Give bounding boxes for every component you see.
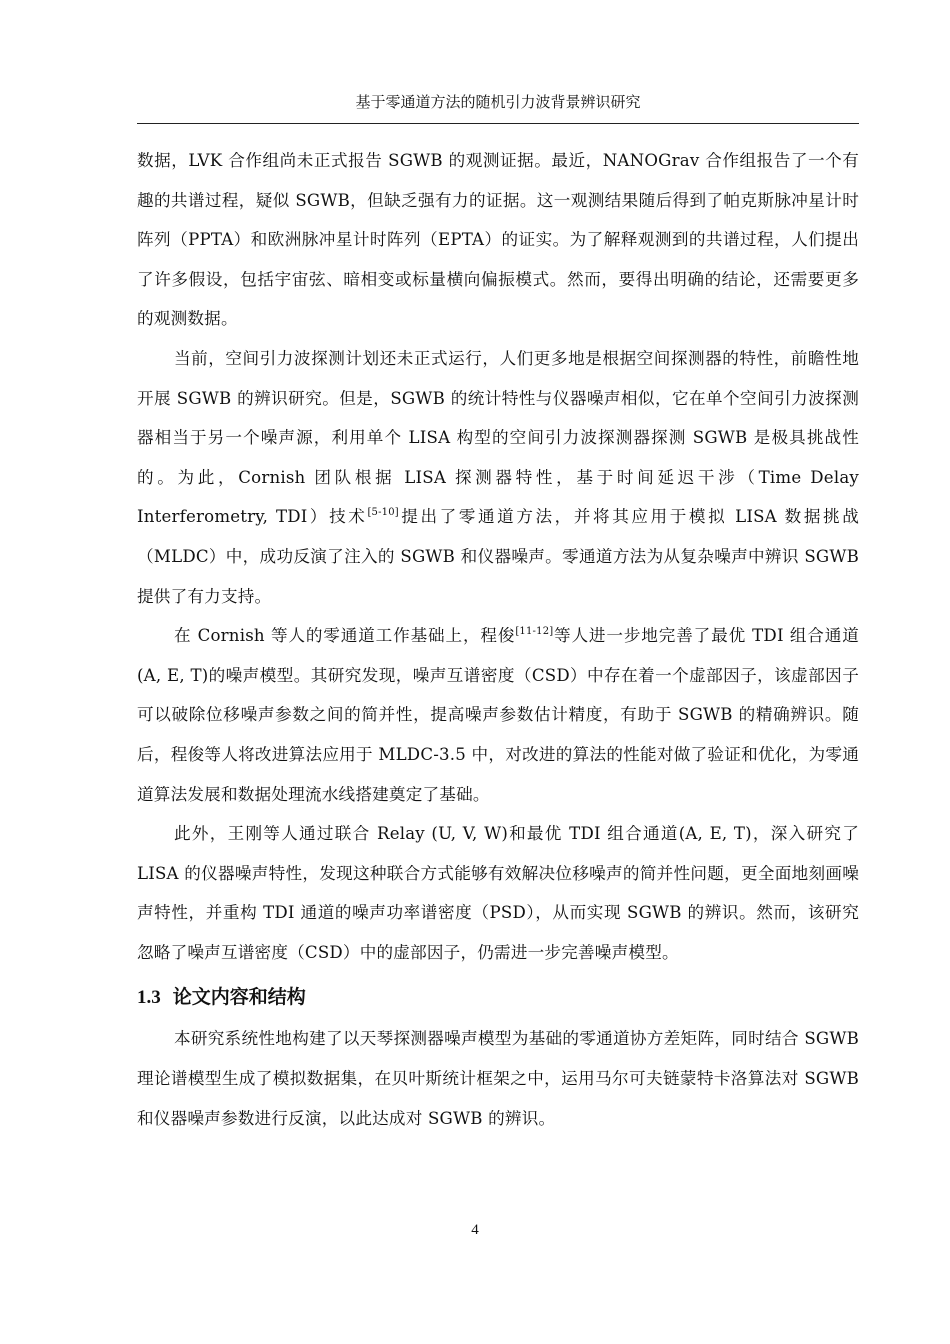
section-title: 论文内容和结构 xyxy=(172,986,306,1009)
section-heading xyxy=(137,976,859,1019)
paragraph-text: 等人进一步地完善了最优 TDI 组合通道(A, E, T)的噪声模型。其研究发现，噪声互谱密度（CSD）中存在着一个虚部因子，该虚部因子可以破除位移噪声参数之间的简并性，提高噪声参数估计精度，有助于 SGWB 的精确辨识。随后，程俊等人将改进算法应用于 MLDC-3.5 中，对改进的算法的性能对做了验证和优化，为零通道算法发展和数据处理流水线搭建奠定了基础。 xyxy=(137,626,859,804)
citation-5-10: [5-10] xyxy=(367,507,399,519)
citation-11-12: [11-12] xyxy=(515,626,554,638)
body-text xyxy=(137,141,859,1138)
paragraph-continuation: 数据，LVK 合作组尚未正式报告 SGWB 的观测证据。最近，NANOGrav 合作组报告了一个有趣的共谱过程，疑似 SGWB，但缺乏强有力的证据。这一观测结果随后得到了帕克斯脉冲星计时阵列（PPTA）和欧洲脉冲星计时阵列（EPTA）的证实。为了解释观测到的共谱过程，人们提出了许多假设，包括宇宙弦、暗相变或标量横向偏振模式。然而，要得出明确的结论，还需要更多的观测数据。 xyxy=(137,151,859,329)
running-header: 基于零通道方法的随机引力波背景辨识研究 xyxy=(355,93,641,111)
paragraph-text: 在 Cornish 等人的零通道工作基础上，程俊 xyxy=(174,626,516,646)
paragraph-thesis-content: 本研究系统性地构建了以天琴探测器噪声模型为基础的零通道协方差矩阵，同时结合 SGWB 理论谱模型生成了模拟数据集，在贝叶斯统计框架之中，运用马尔可夫链蒙特卡洛算法对 SGWB 和仪器噪声参数进行反演，以此达成对 SGWB 的辨识。 xyxy=(137,1029,859,1128)
paragraph-cheng-jun xyxy=(137,616,859,814)
paragraph-text: 提出了零通道方法，并将其应用于模拟 LISA 数据挑战（MLDC）中，成功反演了注入的 SGWB 和仪器噪声。零通道方法为从复杂噪声中辨识 SGWB 提供了有力支持。 xyxy=(137,507,860,606)
paragraph-text: 当前，空间引力波探测计划还未正式运行，人们更多地是根据空间探测器的特性，前瞻性地开展 SGWB 的辨识研究。但是，SGWB 的统计特性与仪器噪声相似，它在单个空间引力波探测器相当于另一个噪声源，利用单个 LISA 构型的空间引力波探测器探测 SGWB 是极具挑战性的。为此，Cornish 团队根据 LISA 探测器特性，基于时间延迟干涉（Time Delay Interferometry, TDI）技术 xyxy=(137,348,859,527)
paragraph-current-status xyxy=(137,339,859,616)
page-number: 4 xyxy=(471,1222,479,1238)
paragraph-wang-gang: 此外，王刚等人通过联合 Relay (U, V, W)和最优 TDI 组合通道(A, E, T)，深入研究了 LISA 的仪器噪声特性，发现这种联合方式能够有效解决位移噪声的简并性问题，更全面地刻画噪声特性，并重构 TDI 通道的噪声功率谱密度（PSD），从而实现 SGWB 的辨识。然而，该研究忽略了噪声互谱密度（CSD）中的虚部因子，仍需进一步完善噪声模型。 xyxy=(137,824,859,962)
header-rule xyxy=(137,123,859,124)
section-number: 1.3 xyxy=(137,987,161,1009)
